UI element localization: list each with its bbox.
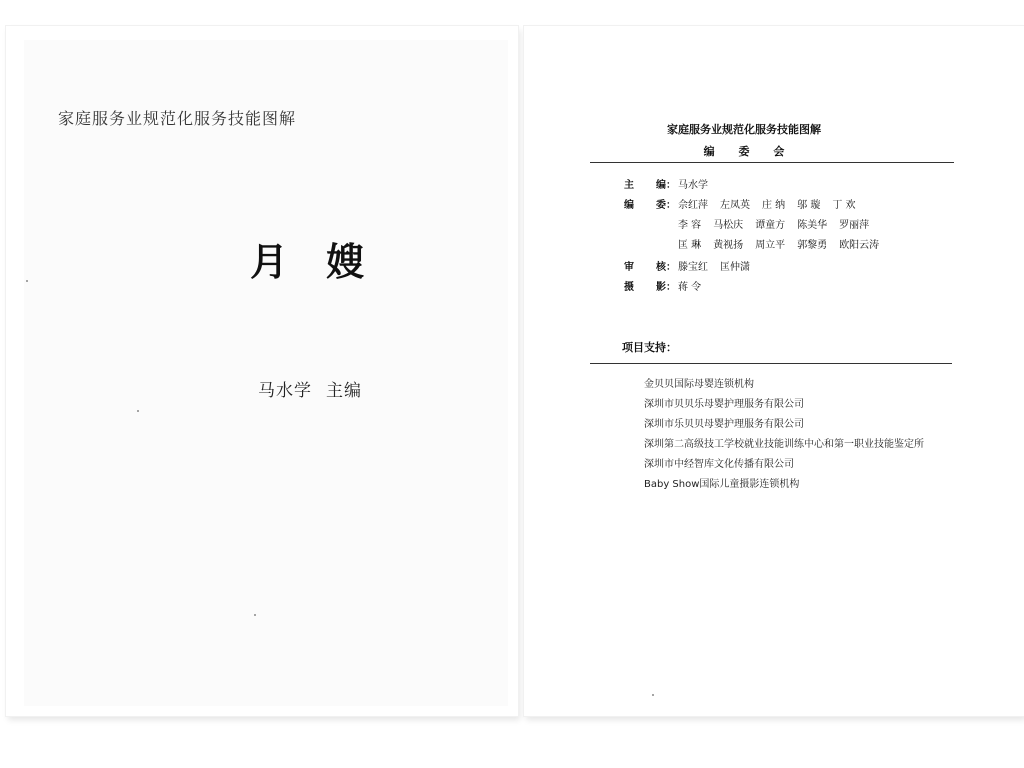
speck (652, 694, 654, 696)
book-title: 月嫂 (250, 239, 403, 284)
series-title: 家庭服务业规范化服务技能图解 (58, 109, 297, 128)
supporter-item: 深圳市贝贝乐母婴护理服务有限公司 (644, 399, 804, 410)
editor-name: 马水学 (258, 381, 312, 401)
role-label: 摄影： (624, 282, 676, 293)
role-label: 主编： (624, 180, 676, 191)
speck (254, 614, 256, 616)
role-names: 匡 琳 黄视扬 周立平 郭黎勇 欧阳云涛 (678, 240, 880, 251)
role-label: 编委： (624, 200, 676, 211)
divider (590, 363, 952, 364)
divider (590, 162, 954, 163)
role-label: 审核： (624, 262, 676, 273)
role-names: 滕宝红 匡仲潇 (678, 262, 750, 273)
speck (26, 280, 28, 282)
speck (137, 410, 139, 412)
committee-series-title: 家庭服务业规范化服务技能图解 (667, 123, 821, 136)
left-page (6, 26, 518, 716)
left-page-paper (24, 40, 508, 706)
supporter-list (644, 378, 924, 498)
support-heading: 项目支持： (622, 341, 677, 354)
committee-heading: 编 委 会 (703, 145, 795, 158)
editor-role: 主编 (326, 381, 362, 401)
supporter-item: 深圳第二高级技工学校就业技能训练中心和第一职业技能鉴定所 (644, 439, 924, 450)
role-names: 马水学 (678, 180, 708, 191)
role-names: 李 容 马松庆 谭童方 陈美华 罗丽萍 (678, 220, 870, 231)
editor-line (258, 376, 362, 401)
supporter-item: 深圳市乐贝贝母婴护理服务有限公司 (644, 419, 804, 430)
right-page (524, 26, 1024, 716)
supporter-item: 金贝贝国际母婴连锁机构 (644, 379, 754, 390)
role-names: 蒋 令 (678, 282, 702, 293)
supporter-item: 深圳市中经智库文化传播有限公司 (644, 459, 794, 470)
supporter-item: Baby Show国际儿童摄影连锁机构 (644, 479, 800, 490)
role-names: 佘红萍 左凤英 庄 纳 邬 璇 丁 欢 (678, 200, 856, 211)
